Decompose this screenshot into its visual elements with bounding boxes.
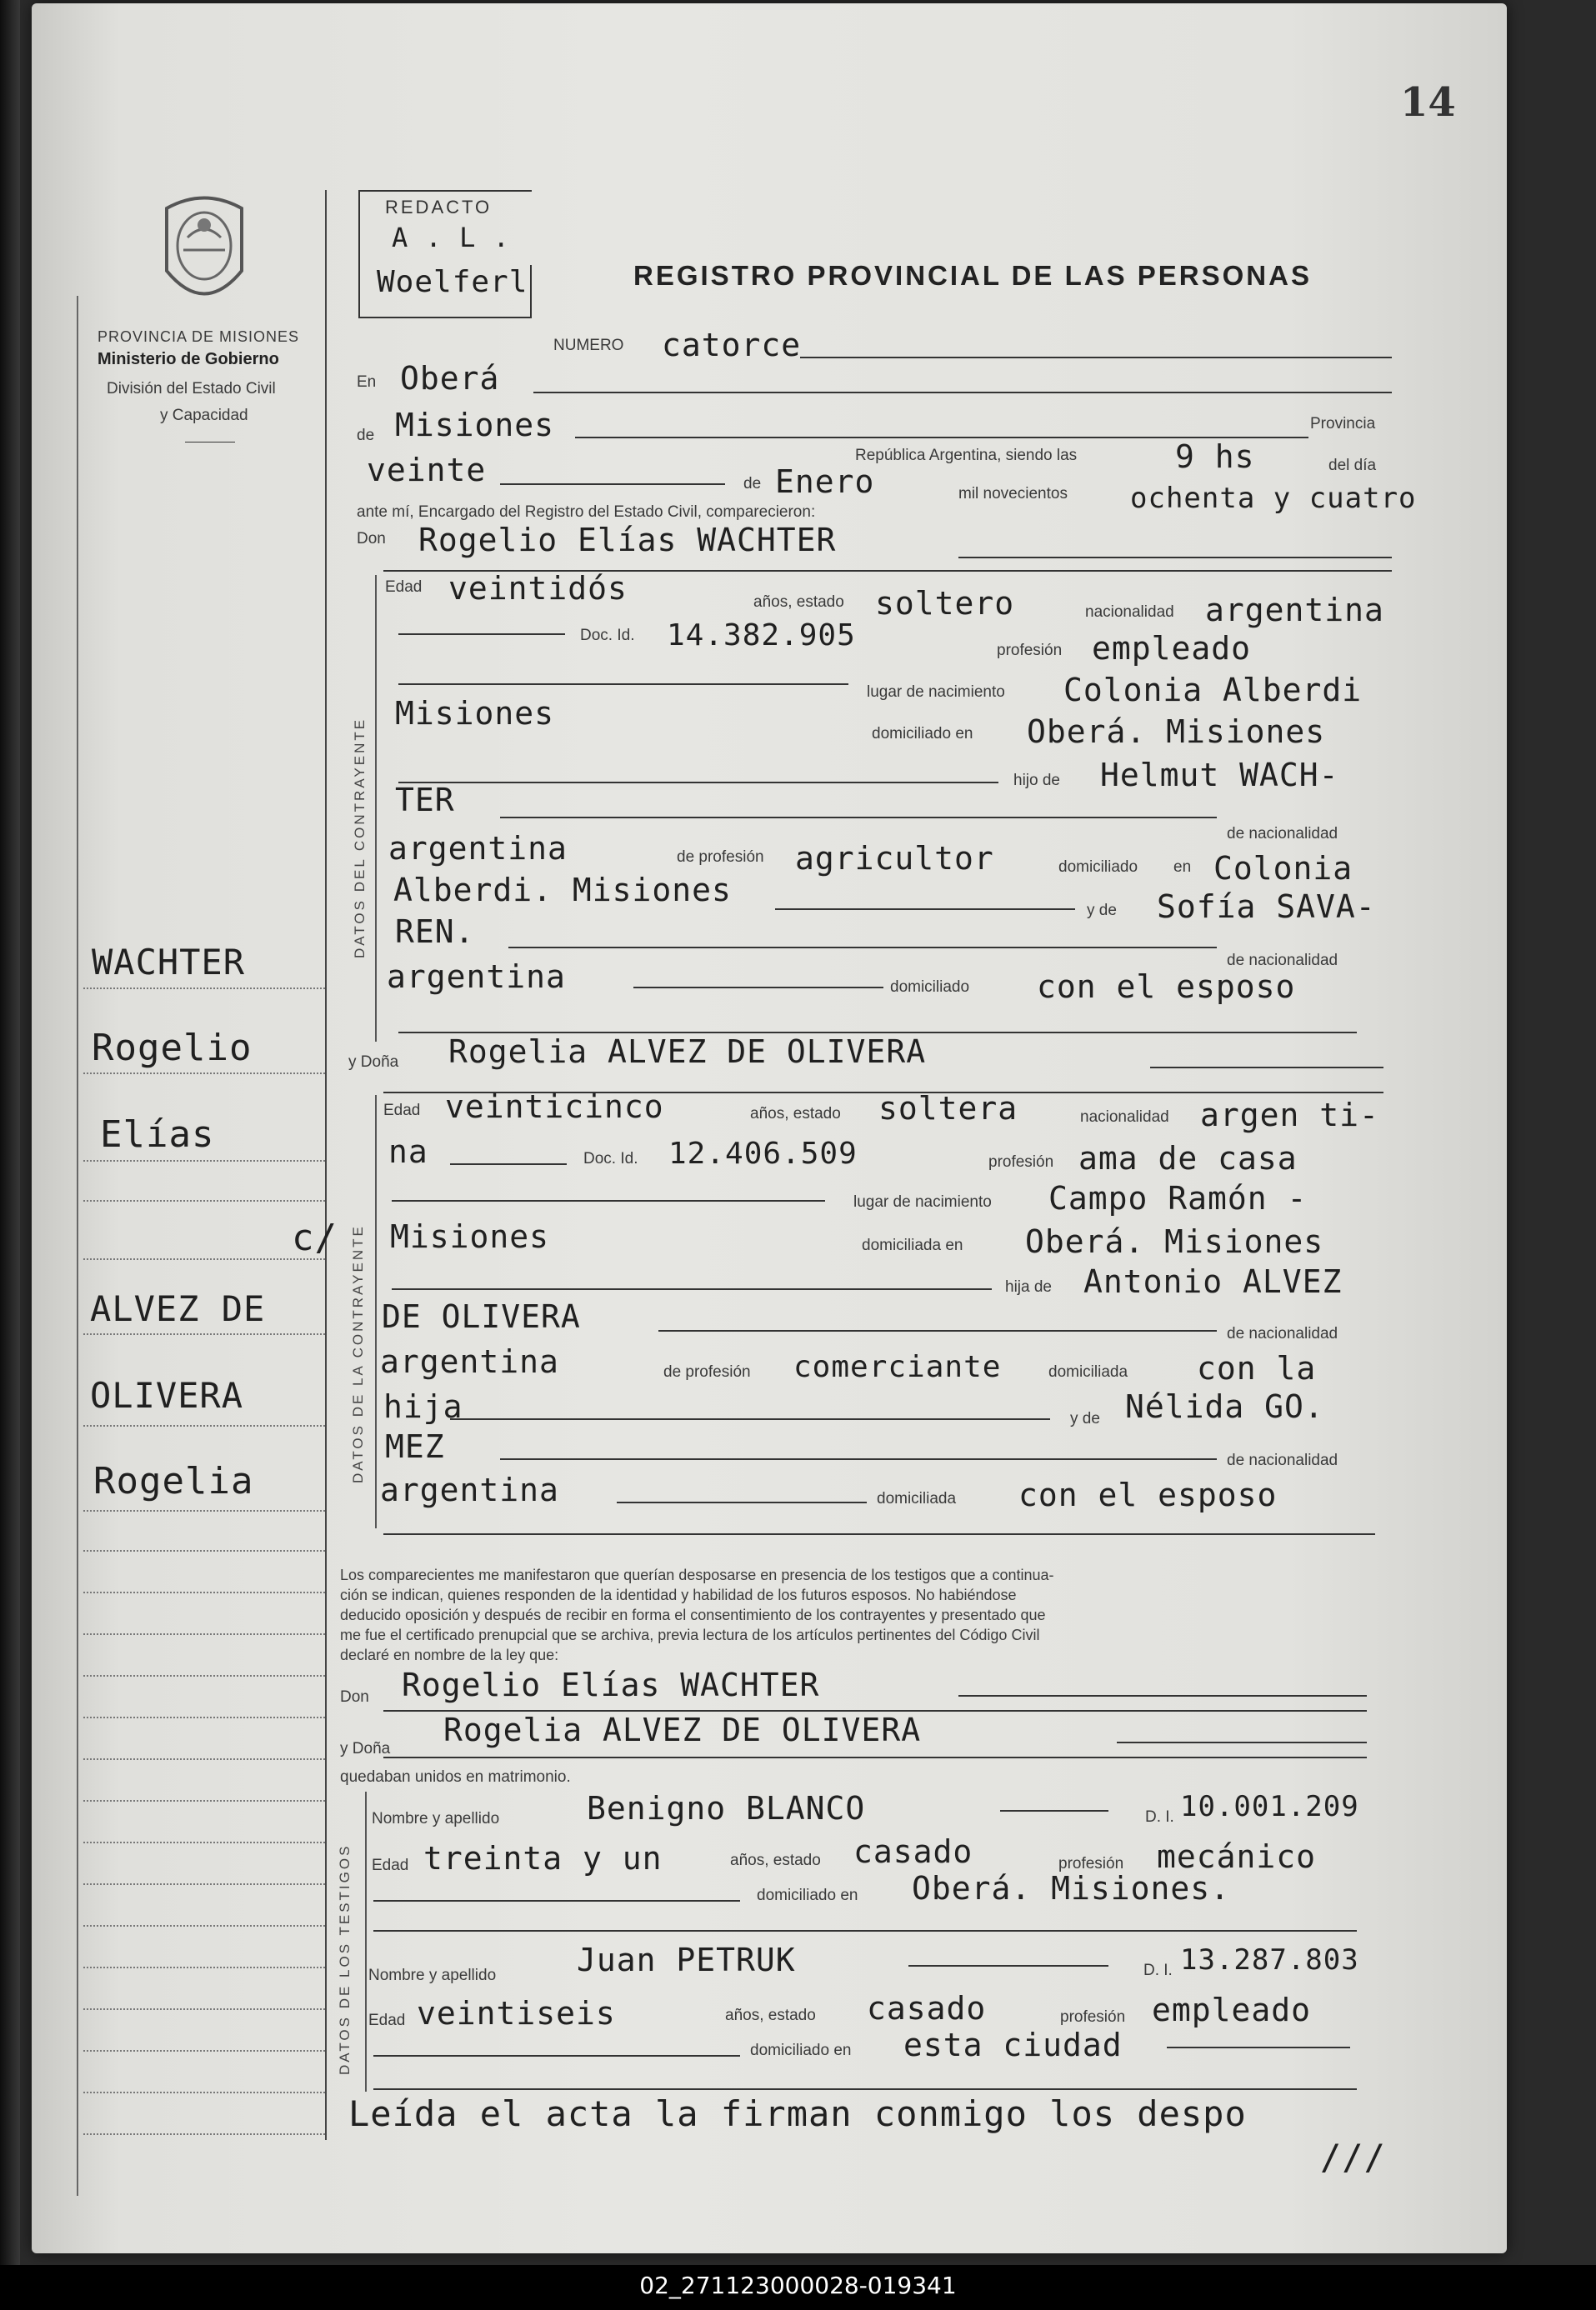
bride-nac-label: nacionalidad <box>1080 1108 1169 1126</box>
bride-prof: ama de casa <box>1078 1140 1298 1177</box>
married-don-label: Don <box>340 1688 369 1706</box>
bride-edad-label: Edad <box>383 1102 421 1119</box>
groom-mother-dom: con el esposo <box>1037 968 1296 1005</box>
witness1-estado-label: años, estado <box>730 1852 821 1869</box>
bride-father-2: DE OLIVERA <box>382 1298 581 1335</box>
witness1-estado: casado <box>853 1833 973 1870</box>
hour-value: 9 hs <box>1175 438 1255 475</box>
bride-y-de-label: y de <box>1070 1410 1100 1428</box>
married-dona-label: y Doña <box>340 1740 391 1758</box>
bride-father-dom: con la <box>1197 1350 1317 1387</box>
redacto-label: REDACTO <box>385 197 493 218</box>
bride-nac-2: na <box>388 1133 428 1170</box>
witness2-name-label: Nombre y apellido <box>368 1967 497 1984</box>
groom-father-prof-label: de profesión <box>677 848 764 866</box>
married-dona-name: Rogelia ALVEZ DE OLIVERA <box>443 1712 922 1748</box>
province-label: PROVINCIA DE MISIONES <box>98 328 300 345</box>
bride-father-1: Antonio ALVEZ <box>1083 1263 1343 1300</box>
bride-mother-dom-label: domiciliada <box>877 1490 957 1508</box>
bride-father-nac: argentina <box>380 1343 559 1380</box>
groom-lugar-label: lugar de nacimiento <box>867 683 1005 701</box>
republica-text: República Argentina, siendo las <box>855 447 1078 464</box>
capacity-label: y Capacidad <box>160 407 248 424</box>
witness1-dom: Oberá. Misiones. <box>912 1870 1231 1907</box>
witness2-di: 13.287.803 <box>1180 1943 1359 1977</box>
groom-nac-label: nacionalidad <box>1085 603 1174 621</box>
groom-estado-label: años, estado <box>753 593 844 611</box>
witness2-edad: veintiseis <box>417 1995 616 2032</box>
bride-dom: Oberá. Misiones <box>1025 1223 1324 1260</box>
groom-dom: Oberá. Misiones <box>1027 713 1326 750</box>
witness1-edad: treinta y un <box>423 1840 663 1877</box>
witness2-name: Juan PETRUK <box>577 1942 796 1978</box>
ministry-label: Ministerio de Gobierno <box>98 350 279 368</box>
bride-father-nac-label: de nacionalidad <box>1227 1325 1338 1342</box>
witness2-di-label: D. I. <box>1143 1962 1173 1979</box>
province-seal-icon <box>158 192 250 317</box>
bride-doc: 12.406.509 <box>668 1137 858 1171</box>
closing-text: Leída el acta la firman conmigo los despo <box>348 2093 1247 2134</box>
witness1-dom-label: domiciliado en <box>757 1887 858 1904</box>
witness2-edad-label: Edad <box>368 2012 406 2029</box>
groom-edad: veintidós <box>448 570 628 607</box>
groom-father-dom-label: domiciliado <box>1058 858 1138 876</box>
de-label-2: de <box>743 475 762 492</box>
bride-nac: argen ti- <box>1200 1097 1379 1133</box>
groom-father-1: Helmut WACH- <box>1100 757 1339 793</box>
margin-name-bride: Rogelia <box>93 1460 254 1502</box>
de-label: de <box>357 427 375 444</box>
groom-y-de-label: y de <box>1087 902 1117 919</box>
bride-lugar: Campo Ramón - <box>1048 1180 1308 1217</box>
declaration-line-1: Los comparecientes me manifestaron que querían desposarse en presencia de los testigos que a continua- <box>340 1567 1054 1583</box>
bride-father-dom-label: domiciliada <box>1048 1363 1128 1381</box>
witness1-edad-label: Edad <box>372 1857 409 1874</box>
don-label: Don <box>357 530 386 548</box>
witness2-estado-label: años, estado <box>725 2007 816 2024</box>
witness1-di-label: D. I. <box>1145 1808 1174 1826</box>
numero-value: catorce <box>662 327 802 363</box>
closing-mark: /// <box>1320 2137 1386 2178</box>
groom-prof: empleado <box>1092 630 1252 667</box>
bride-lugar-label: lugar de nacimiento <box>853 1193 992 1211</box>
bride-name: Rogelia ALVEZ DE OLIVERA <box>448 1033 927 1070</box>
groom-father-2: TER <box>395 782 455 818</box>
witness1-prof-label: profesión <box>1058 1855 1124 1872</box>
bride-prof-label: profesión <box>988 1153 1054 1171</box>
bride-father-prof: comerciante <box>793 1350 1002 1384</box>
bride-lugar-2: Misiones <box>390 1218 550 1255</box>
margin-surname-groom: WACHTER <box>92 942 246 982</box>
bride-dom-label: domiciliada en <box>862 1237 963 1254</box>
groom-mother-nac-label: de nacionalidad <box>1227 952 1338 969</box>
bride-section-label: DATOS DE LA CONTRAYENTE <box>350 1224 366 1483</box>
numero-label: NUMERO <box>553 337 624 354</box>
footer-id: 02_271123000028-019341 <box>639 2272 957 2299</box>
book-spine <box>0 0 20 2310</box>
groom-father-nac: argentina <box>388 830 568 867</box>
page-number: 14 <box>1400 79 1456 126</box>
groom-father-nac-label: de nacionalidad <box>1227 825 1338 842</box>
provincia-label: Provincia <box>1310 415 1376 432</box>
year-value: ochenta y cuatro <box>1130 482 1417 515</box>
groom-father-dom: Colonia <box>1213 850 1353 887</box>
month-value: Enero <box>775 463 875 500</box>
bride-estado: soltera <box>878 1090 1018 1127</box>
day-value: veinte <box>367 452 487 488</box>
witnesses-section-label: DATOS DE LOS TESTIGOS <box>337 1843 353 2075</box>
groom-mother-2: REN. <box>395 913 475 950</box>
declaration-line-2: ción se indican, quienes responden de la identidad y habilidad de los futuros esposos. No habiéndose <box>340 1587 1017 1603</box>
witness2-estado: casado <box>867 1990 987 2027</box>
groom-lugar-2: Misiones <box>395 695 555 732</box>
bride-doc-label: Doc. Id. <box>583 1150 638 1168</box>
groom-nac: argentina <box>1205 592 1384 628</box>
redacto-initials: A . L . <box>392 222 510 253</box>
groom-mother-nac: argentina <box>387 958 566 995</box>
city-value: Oberá <box>400 360 500 397</box>
quedaban-text: quedaban unidos en matrimonio. <box>340 1768 571 1786</box>
margin-name-groom: Rogelio <box>92 1027 253 1069</box>
bride-father-dom-2: hija <box>383 1388 463 1425</box>
declaration-line-5: declaré en nombre de la ley que: <box>340 1647 559 1663</box>
groom-dom-label: domiciliado en <box>872 725 973 742</box>
bride-edad: veinticinco <box>445 1088 664 1125</box>
witness1-di: 10.001.209 <box>1180 1790 1359 1823</box>
witness2-dom-label: domiciliado en <box>750 2042 852 2059</box>
en-label: En <box>357 373 377 391</box>
bride-mother-nac: argentina <box>380 1472 559 1508</box>
witness2-prof-label: profesión <box>1060 2008 1126 2026</box>
division-label: División del Estado Civil <box>107 380 276 398</box>
witness1-prof: mecánico <box>1157 1838 1317 1875</box>
declaration-line-3: deducido oposición y después de recibir en forma el consentimiento de los contrayentes y presentado que <box>340 1607 1046 1623</box>
groom-prof-label: profesión <box>997 642 1063 659</box>
margin-surname-bride: ALVEZ DE <box>90 1288 266 1329</box>
groom-father-prof: agricultor <box>795 840 994 877</box>
witness2-prof: empleado <box>1152 1992 1312 2028</box>
witness1-name-label: Nombre y apellido <box>372 1810 500 1828</box>
bride-mother-dom: con el esposo <box>1018 1477 1278 1513</box>
margin-name2-groom: Elías <box>100 1113 215 1156</box>
groom-doc-label: Doc. Id. <box>580 627 635 644</box>
groom-doc: 14.382.905 <box>667 618 856 652</box>
groom-mother-1: Sofía SAVA- <box>1157 888 1376 925</box>
ante-text: ante mí, Encargado del Registro del Estado Civil, comparecieron: <box>357 503 816 521</box>
margin-surname2-bride: OLIVERA <box>90 1375 244 1416</box>
declaration-line-4: me fue el certificado prenupcial que se archiva, previa lectura de los artículos pertinentes del Código Civil <box>340 1627 1040 1643</box>
witness2-dom: esta ciudad <box>903 2027 1123 2063</box>
groom-mother-dom-label: domiciliado <box>890 978 970 996</box>
province-value: Misiones <box>395 407 555 443</box>
mil-novecientos-label: mil novecientos <box>958 485 1068 502</box>
groom-estado: soltero <box>875 585 1015 622</box>
y-dona-label: y Doña <box>348 1053 399 1071</box>
margin-connector: c/ <box>292 1217 338 1259</box>
del-dia-label: del día <box>1328 457 1377 474</box>
bride-father-prof-label: de profesión <box>663 1363 751 1381</box>
bride-mother-2: MEZ <box>385 1428 445 1465</box>
bride-mother-1: Nélida GO. <box>1125 1388 1324 1425</box>
groom-section-label: DATOS DEL CONTRAYENTE <box>352 717 368 958</box>
groom-hijo-label: hijo de <box>1013 772 1060 789</box>
groom-father-dom-2: Alberdi. Misiones <box>393 872 732 908</box>
groom-edad-label: Edad <box>385 578 423 596</box>
bride-estado-label: años, estado <box>750 1105 841 1122</box>
groom-name: Rogelio Elías WACHTER <box>418 522 837 558</box>
bride-mother-nac-label: de nacionalidad <box>1227 1452 1338 1469</box>
redacto-name: Woelferl <box>377 265 528 299</box>
married-don-name: Rogelio Elías WACHTER <box>402 1667 820 1703</box>
groom-lugar: Colonia Alberdi <box>1063 672 1363 708</box>
groom-father-en-label: en <box>1173 858 1192 876</box>
witness1-name: Benigno BLANCO <box>587 1790 866 1827</box>
document-title: REGISTRO PROVINCIAL DE LAS PERSONAS <box>633 260 1312 291</box>
bride-hija-label: hija de <box>1005 1278 1052 1296</box>
